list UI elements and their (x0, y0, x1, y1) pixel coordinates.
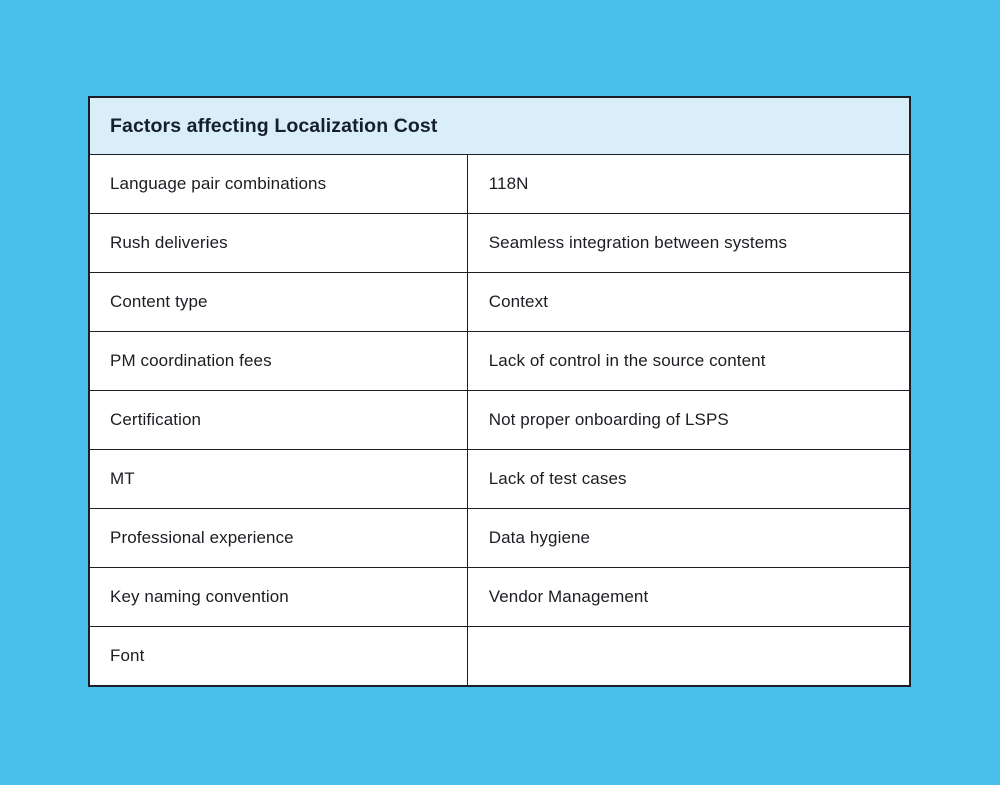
factor-cell-left: Rush deliveries (110, 233, 228, 252)
factor-cell-right: 118N (467, 155, 909, 213)
table-row (90, 567, 909, 626)
factor-cell-right: Lack of test cases (467, 450, 909, 508)
factor-cell-left: Font (110, 646, 145, 665)
table-row (90, 508, 909, 567)
factor-cell-left: Professional experience (110, 528, 294, 547)
factor-cell-right: Lack of control in the source content (467, 332, 909, 390)
factor-cell-right: Seamless integration between systems (467, 214, 909, 272)
table-row (90, 626, 909, 685)
table-title: Factors affecting Localization Cost (90, 98, 909, 155)
table-row (90, 155, 909, 213)
table-row (90, 390, 909, 449)
factor-cell-left: Certification (110, 410, 202, 429)
localization-cost-table (88, 96, 911, 687)
factor-cell-right: Context (467, 273, 909, 331)
factor-cell-left: MT (110, 469, 135, 488)
table-row (90, 272, 909, 331)
factor-cell-left: PM coordination fees (110, 351, 272, 370)
factor-cell-left: Content type (110, 292, 208, 311)
factor-cell-right: Data hygiene (467, 509, 909, 567)
factor-cell-right: Not proper onboarding of LSPS (467, 391, 909, 449)
table-row (90, 449, 909, 508)
table-row (90, 213, 909, 272)
factor-cell-left: Key naming convention (110, 587, 289, 606)
factor-cell-left: Language pair combinations (110, 174, 327, 193)
factor-cell-right: Vendor Management (467, 568, 909, 626)
factor-cell-right (467, 627, 909, 685)
table-row (90, 331, 909, 390)
